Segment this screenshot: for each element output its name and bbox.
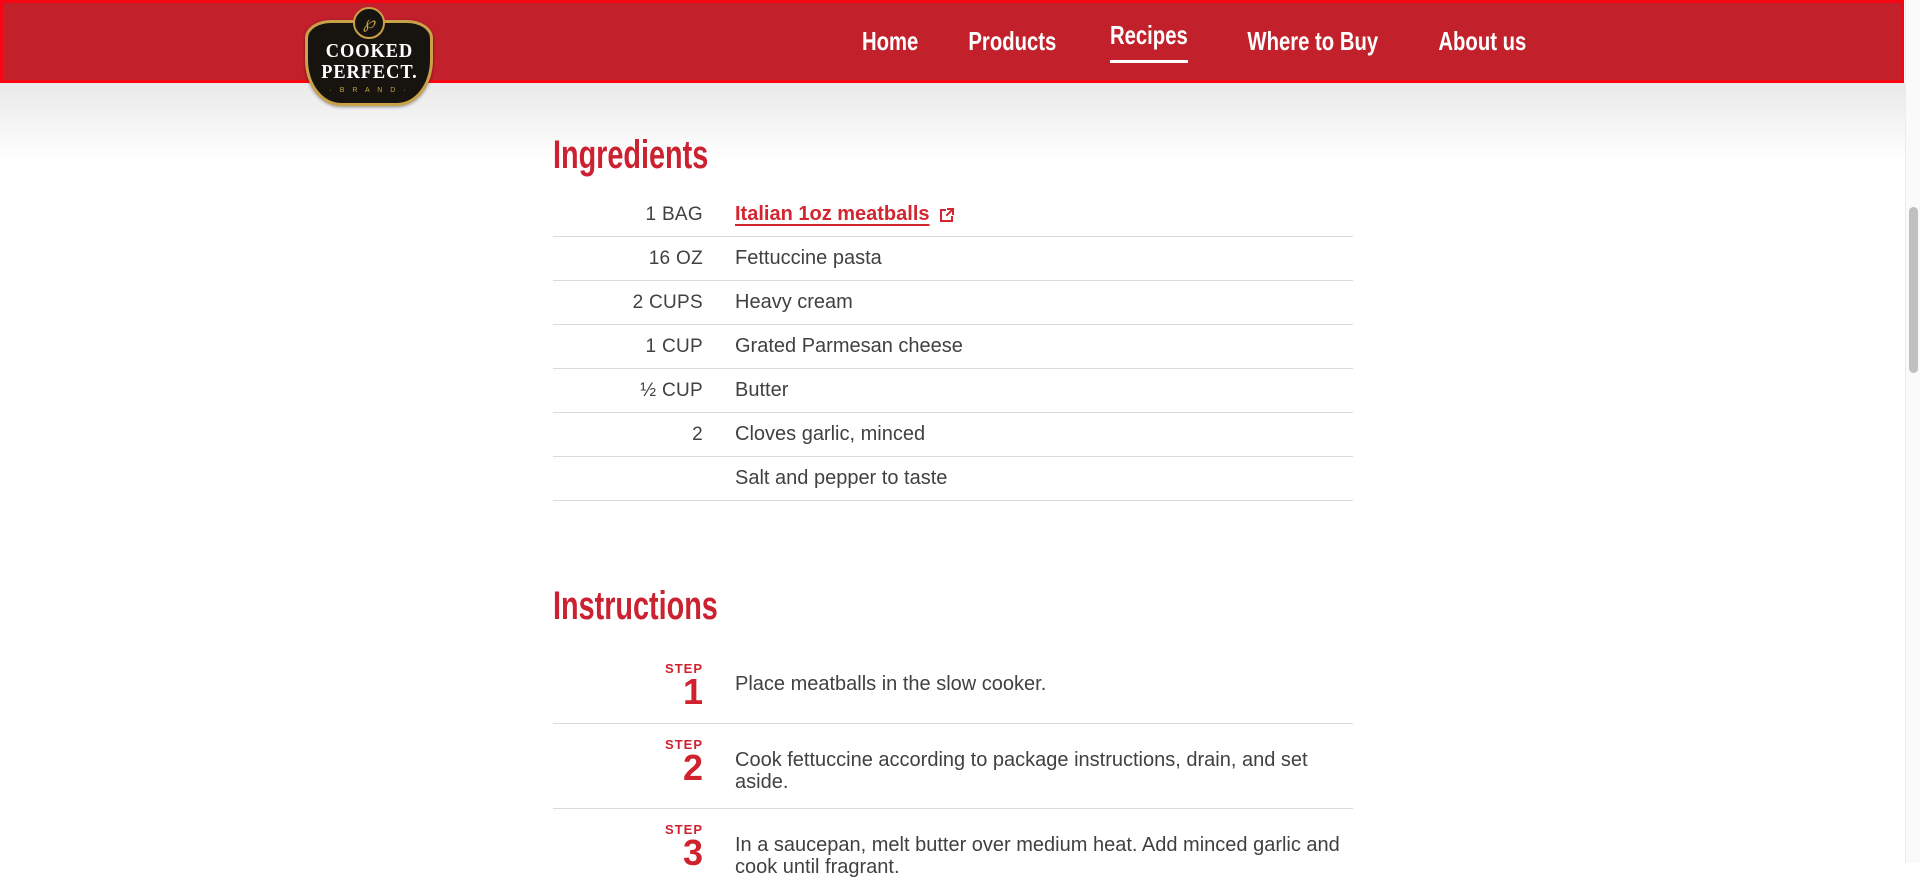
ingredient-quantity: 16 OZ [648, 247, 703, 269]
nav-item-where-to-buy[interactable] [1229, 26, 1397, 57]
logo-text-brand: · B R A N D · [329, 86, 409, 94]
step-label: STEP [665, 822, 703, 837]
ingredient-row [553, 413, 1353, 457]
ingredient-quantity: 2 CUPS [632, 291, 703, 313]
nav-item-recipes-label: Recipes [1110, 20, 1188, 63]
ingredient-name: Fettuccine pasta [735, 247, 882, 269]
step-label: STEP [665, 661, 703, 676]
ingredient-quantity: 1 BAG [645, 203, 703, 225]
nav-item-products-label: Products [968, 26, 1057, 56]
nav-item-products[interactable] [956, 26, 1069, 57]
ingredient-row [553, 237, 1353, 281]
step-text: Place meatballs in the slow cooker. [735, 673, 1047, 695]
nav-item-about-us[interactable] [1426, 26, 1539, 57]
recipe-content [0, 83, 1920, 878]
step-number: 2 [682, 747, 703, 788]
logo-text-cooked: COOKED [325, 39, 413, 62]
ingredient-name: Grated Parmesan cheese [735, 335, 963, 357]
instruction-step [553, 809, 1353, 893]
ingredient-name: Heavy cream [735, 291, 853, 313]
nav-item-home-label: Home [862, 26, 919, 56]
ingredients-heading: Ingredients [553, 133, 709, 177]
step-text: Cook fettuccine according to package instructions, drain, and set aside. [735, 749, 1308, 793]
scrollbar-track[interactable] [1905, 0, 1920, 863]
ingredient-row [553, 193, 1353, 237]
nav-item-about-us-label: About us [1438, 26, 1527, 56]
step-text: In a saucepan, melt butter over medium heat. Add minced garlic and cook until fragrant. [735, 834, 1340, 878]
instruction-step [553, 648, 1353, 724]
logo-text-perfect: PERFECT. [320, 60, 418, 83]
instruction-step [553, 724, 1353, 809]
scrollbar-thumb[interactable] [1909, 207, 1918, 373]
nav-item-recipes[interactable] [1099, 20, 1199, 63]
ingredient-quantity: ½ CUP [640, 379, 703, 401]
cp-monogram-icon: ℘ [353, 7, 385, 39]
ingredient-quantity: 1 CUP [645, 335, 703, 357]
ingredient-link[interactable] [703, 203, 955, 226]
nav-item-home[interactable] [854, 26, 926, 57]
instructions-list [553, 648, 1353, 893]
ingredient-row [553, 281, 1353, 325]
external-link-icon [939, 207, 955, 223]
step-marker [553, 822, 703, 878]
nav-item-where-to-buy-label: Where to Buy [1247, 26, 1378, 56]
ingredient-link-label: Italian 1oz meatballs [735, 203, 930, 225]
ingredient-row [553, 325, 1353, 369]
step-marker [553, 661, 703, 712]
ingredient-name: Cloves garlic, minced [735, 423, 926, 445]
ingredient-quantity: 2 [692, 423, 703, 445]
ingredient-name: Salt and pepper to taste [735, 467, 948, 489]
main-nav [854, 3, 1539, 80]
ingredient-name: Butter [735, 379, 789, 401]
cooked-perfect-logo[interactable] [305, 7, 433, 106]
ingredients-table [553, 193, 1353, 501]
top-nav-bar [0, 0, 1904, 94]
ingredient-row [553, 457, 1353, 501]
instructions-heading: Instructions [553, 584, 718, 628]
step-number: 1 [682, 671, 703, 712]
step-marker [553, 737, 703, 793]
step-number: 3 [682, 832, 703, 873]
step-label: STEP [665, 737, 703, 752]
ingredient-row [553, 369, 1353, 413]
